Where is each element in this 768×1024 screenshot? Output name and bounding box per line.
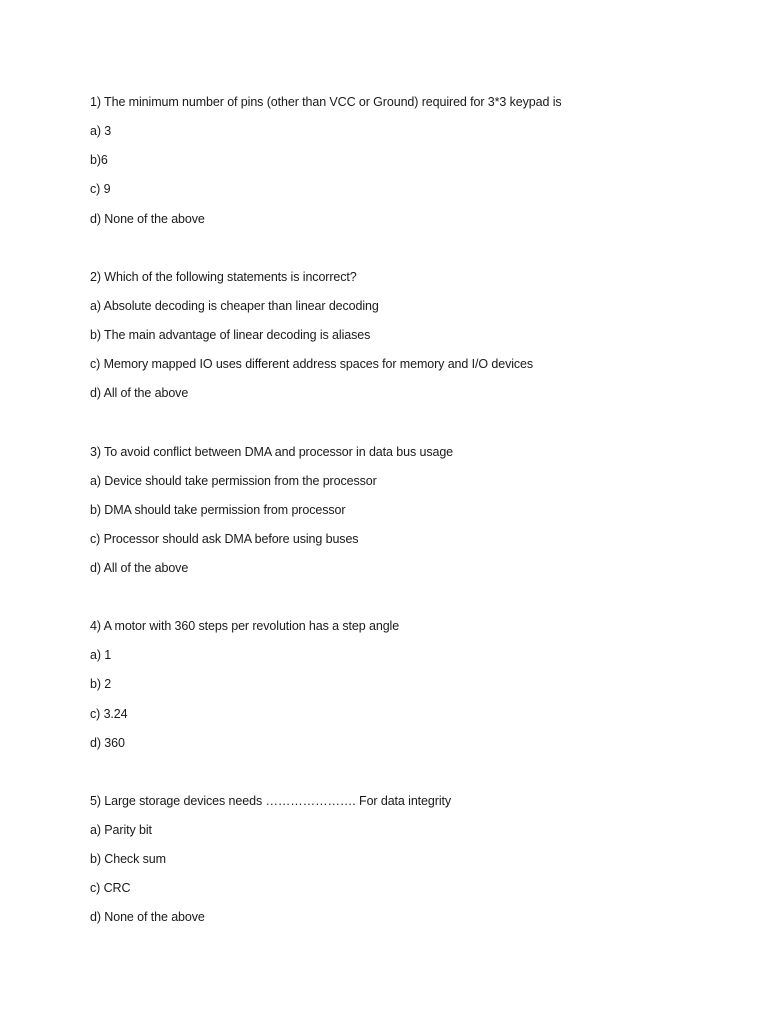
question-3-option-a: a) Device should take permission from the processor	[90, 474, 377, 488]
question-4-option-a: a) 1	[90, 648, 112, 662]
question-4-option-b: b) 2	[90, 677, 112, 691]
question-5-option-d: d) None of the above	[90, 910, 205, 924]
question-1-option-a: a) 3	[90, 124, 112, 138]
question-2-option-d: d) All of the above	[90, 386, 189, 400]
question-4-text: 4) A motor with 360 steps per revolution has a step angle	[90, 619, 400, 633]
question-4-option-d: d) 360	[90, 736, 125, 750]
question-5-option-a: a) Parity bit	[90, 823, 152, 837]
question-1-text: 1) The minimum number of pins (other than VCC or Ground) required for 3*3 keypad is	[90, 95, 562, 109]
question-2-option-b: b) The main advantage of linear decoding is aliases	[90, 328, 371, 342]
question-2-option-c: c) Memory mapped IO uses different address spaces for memory and I/O devices	[90, 357, 534, 371]
question-5-option-c: c) CRC	[90, 881, 131, 895]
question-3-text: 3) To avoid conflict between DMA and processor in data bus usage	[90, 445, 454, 459]
question-1-option-c: c) 9	[90, 182, 111, 196]
question-5-option-b: b) Check sum	[90, 852, 166, 866]
question-2-option-a: a) Absolute decoding is cheaper than linear decoding	[90, 299, 379, 313]
question-5-text: 5) Large storage devices needs …………………. For data integrity	[90, 794, 452, 808]
question-2-text: 2) Which of the following statements is incorrect?	[90, 270, 357, 284]
question-3-option-c: c) Processor should ask DMA before using buses	[90, 532, 359, 546]
question-1-option-b: b)6	[90, 153, 108, 167]
question-1-option-d: d) None of the above	[90, 212, 205, 226]
question-4-option-c: c) 3.24	[90, 707, 128, 721]
question-3-option-b: b) DMA should take permission from processor	[90, 503, 346, 517]
question-3-option-d: d) All of the above	[90, 561, 189, 575]
